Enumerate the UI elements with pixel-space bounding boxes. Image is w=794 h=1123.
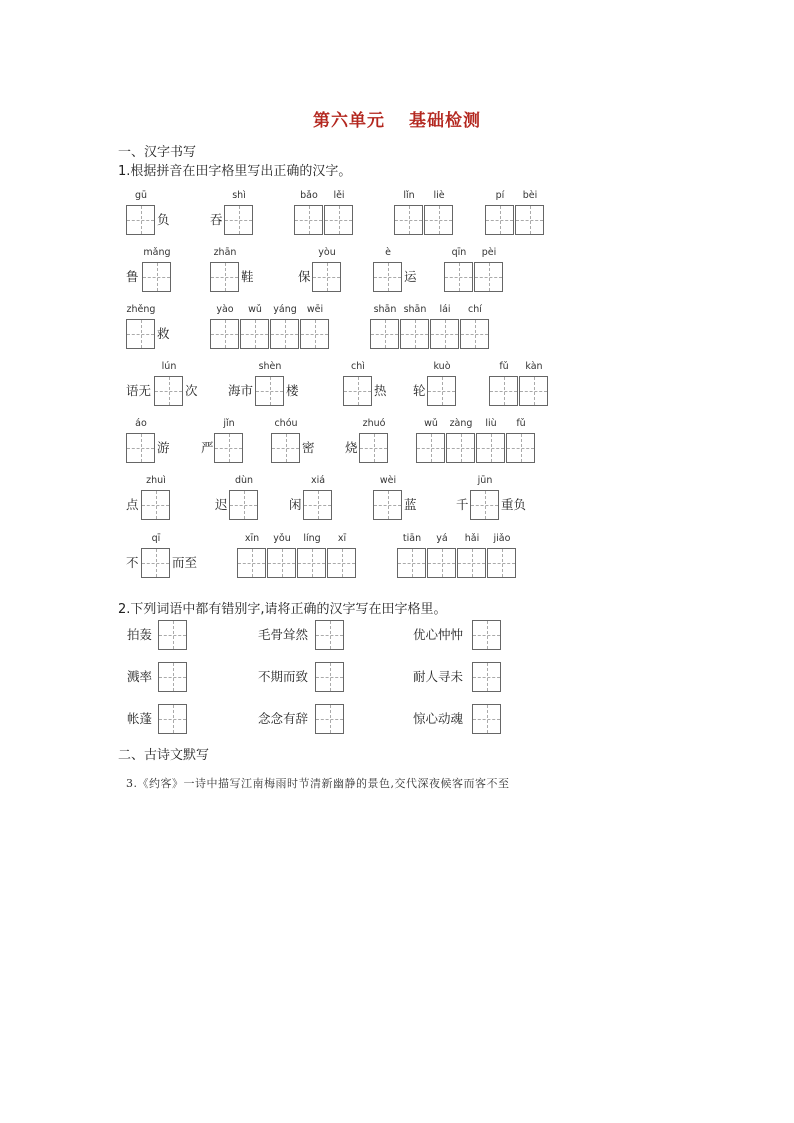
tianzige-cell[interactable] — [487, 548, 516, 578]
tianzige-group[interactable] — [271, 433, 301, 463]
tianzige-cell[interactable] — [489, 376, 518, 406]
word-fragment: 语无 — [126, 383, 152, 398]
section-heading-2: 二、古诗文默写 — [118, 748, 210, 763]
word-fragment: 鞋 — [241, 269, 254, 284]
tianzige-cell[interactable] — [430, 319, 459, 349]
tianzige-cell[interactable] — [210, 319, 239, 349]
tianzige-cell[interactable] — [324, 205, 353, 235]
tianzige-group[interactable] — [158, 620, 188, 650]
pinyin-label: zhān — [213, 247, 237, 258]
pinyin-label: lěi — [333, 190, 345, 201]
tianzige-cell[interactable] — [158, 620, 187, 650]
tianzige-group[interactable] — [224, 205, 254, 235]
pinyin-label: shān — [403, 304, 427, 315]
tianzige-group[interactable] — [154, 376, 184, 406]
pinyin-label: zhuó — [362, 418, 386, 429]
pinyin-label: wǔ — [424, 418, 438, 429]
tianzige-group[interactable] — [472, 704, 502, 734]
pinyin-label: zhuì — [146, 475, 166, 486]
word-fragment: 蓝 — [404, 497, 417, 512]
tianzige-cell[interactable] — [373, 262, 402, 292]
tianzige-cell[interactable] — [126, 433, 155, 463]
pinyin-label: è — [385, 247, 391, 258]
tianzige-cell[interactable] — [240, 319, 269, 349]
pinyin-label: wēi — [306, 304, 324, 315]
tianzige-cell[interactable] — [224, 205, 253, 235]
tianzige-group[interactable] — [294, 205, 354, 235]
pinyin-label: qī — [151, 533, 161, 544]
error-word: 帐蓬 — [127, 711, 153, 726]
tianzige-group[interactable] — [427, 376, 457, 406]
pinyin-label: pí — [495, 190, 505, 201]
pinyin-label: jǐn — [223, 418, 235, 429]
tianzige-cell[interactable] — [472, 620, 501, 650]
tianzige-group[interactable] — [485, 205, 545, 235]
pinyin-label: líng — [303, 533, 321, 544]
tianzige-group[interactable] — [373, 262, 403, 292]
tianzige-group[interactable] — [472, 662, 502, 692]
word-fragment: 迟 — [215, 497, 228, 512]
pinyin-label: hǎi — [464, 533, 480, 544]
pinyin-label: kuò — [433, 361, 451, 372]
tianzige-group[interactable] — [472, 620, 502, 650]
tianzige-group[interactable] — [158, 704, 188, 734]
pinyin-label: chí — [468, 304, 482, 315]
word-fragment: 热 — [374, 383, 387, 398]
pinyin-label: xī — [337, 533, 347, 544]
tianzige-cell[interactable] — [270, 319, 299, 349]
tianzige-cell[interactable] — [394, 205, 423, 235]
tianzige-cell[interactable] — [142, 262, 171, 292]
tianzige-group[interactable] — [370, 319, 490, 349]
pinyin-label: jiǎo — [493, 533, 511, 544]
pinyin-label: gū — [134, 190, 148, 201]
word-fragment: 轮 — [413, 383, 426, 398]
tianzige-cell[interactable] — [315, 620, 344, 650]
tianzige-cell[interactable] — [312, 262, 341, 292]
tianzige-group[interactable] — [444, 262, 504, 292]
tianzige-group[interactable] — [210, 319, 330, 349]
word-fragment: 海市 — [228, 383, 254, 398]
error-word: 拍轰 — [127, 627, 153, 642]
tianzige-cell[interactable] — [294, 205, 323, 235]
word-fragment: 不 — [126, 555, 139, 570]
tianzige-group[interactable] — [315, 620, 345, 650]
tianzige-cell[interactable] — [400, 319, 429, 349]
tianzige-group[interactable] — [214, 433, 244, 463]
error-word: 优心忡忡 — [413, 627, 464, 642]
pinyin-label: yǒu — [273, 533, 291, 544]
tianzige-cell[interactable] — [214, 433, 243, 463]
error-word: 毛骨耸然 — [258, 627, 309, 642]
tianzige-cell[interactable] — [141, 548, 170, 578]
tianzige-group[interactable] — [126, 433, 156, 463]
tianzige-cell[interactable] — [485, 205, 514, 235]
tianzige-cell[interactable] — [297, 548, 326, 578]
pinyin-label: kàn — [525, 361, 543, 372]
tianzige-cell[interactable] — [300, 319, 329, 349]
pinyin-label: pèi — [481, 247, 497, 258]
pinyin-label: shèn — [258, 361, 282, 372]
tianzige-cell[interactable] — [315, 662, 344, 692]
tianzige-cell[interactable] — [158, 662, 187, 692]
tianzige-cell[interactable] — [474, 262, 503, 292]
pinyin-label: yào — [216, 304, 234, 315]
pinyin-label: zhěng — [126, 304, 156, 315]
word-fragment: 救 — [157, 326, 170, 341]
question-3: 3.《约客》一诗中描写江南梅雨时节清新幽静的景色,交代深夜候客而客不至 — [126, 777, 510, 790]
tianzige-cell[interactable] — [359, 433, 388, 463]
pinyin-label: chóu — [274, 418, 298, 429]
tianzige-cell[interactable] — [255, 376, 284, 406]
tianzige-cell[interactable] — [154, 376, 183, 406]
tianzige-group[interactable] — [315, 704, 345, 734]
pinyin-label: qīn — [451, 247, 467, 258]
word-fragment: 吞 — [210, 212, 223, 227]
tianzige-cell[interactable] — [126, 319, 155, 349]
page-title — [0, 106, 794, 131]
pinyin-label: bèi — [522, 190, 538, 201]
question-2: 2.下列词语中都有错别字,请将正确的汉字写在田字格里。 — [118, 602, 447, 617]
pinyin-label: fǔ — [499, 361, 509, 372]
pinyin-label: lái — [439, 304, 451, 315]
tianzige-cell[interactable] — [210, 262, 239, 292]
pinyin-label: lǐn — [403, 190, 415, 201]
tianzige-cell[interactable] — [267, 548, 296, 578]
error-word: 不期而致 — [258, 669, 309, 684]
pinyin-label: lún — [161, 361, 177, 372]
error-word: 溅率 — [127, 669, 153, 684]
tianzige-cell[interactable] — [506, 433, 535, 463]
pinyin-label: jūn — [477, 475, 493, 486]
tianzige-cell[interactable] — [343, 376, 372, 406]
tianzige-group[interactable] — [470, 490, 500, 520]
section-heading-1: 一、汉字书写 — [118, 145, 197, 160]
tianzige-cell[interactable] — [476, 433, 505, 463]
tianzige-group[interactable] — [126, 205, 156, 235]
tianzige-cell[interactable] — [457, 548, 486, 578]
word-fragment: 鲁 — [126, 269, 139, 284]
tianzige-cell[interactable] — [446, 433, 475, 463]
pinyin-label: bǎo — [300, 190, 318, 201]
tianzige-cell[interactable] — [519, 376, 548, 406]
tianzige-cell[interactable] — [158, 704, 187, 734]
word-fragment: 点 — [126, 497, 139, 512]
tianzige-cell[interactable] — [397, 548, 426, 578]
tianzige-cell[interactable] — [315, 704, 344, 734]
word-fragment: 楼 — [286, 383, 299, 398]
title-sub: 基础检测 — [409, 111, 481, 131]
error-word: 惊心动魂 — [413, 711, 464, 726]
pinyin-label: zàng — [449, 418, 473, 429]
tianzige-cell[interactable] — [271, 433, 300, 463]
tianzige-cell[interactable] — [472, 662, 501, 692]
tianzige-group[interactable] — [397, 548, 517, 578]
word-fragment: 密 — [302, 440, 315, 455]
word-fragment: 运 — [404, 269, 417, 284]
tianzige-group[interactable] — [359, 433, 389, 463]
tianzige-group[interactable] — [394, 205, 454, 235]
tianzige-cell[interactable] — [472, 704, 501, 734]
error-word: 耐人寻未 — [413, 669, 464, 684]
tianzige-cell[interactable] — [237, 548, 266, 578]
tianzige-cell[interactable] — [424, 205, 453, 235]
tianzige-group[interactable] — [312, 262, 342, 292]
pinyin-label: mǎng — [143, 247, 171, 258]
tianzige-group[interactable] — [141, 490, 171, 520]
pinyin-label: xiá — [310, 475, 326, 486]
word-fragment: 而至 — [172, 555, 198, 570]
tianzige-group[interactable] — [373, 490, 403, 520]
tianzige-cell[interactable] — [126, 205, 155, 235]
pinyin-label: yáng — [273, 304, 297, 315]
tianzige-group[interactable] — [343, 376, 373, 406]
pinyin-label: chì — [351, 361, 365, 372]
pinyin-label: liù — [485, 418, 497, 429]
error-word: 念念有辞 — [258, 711, 309, 726]
tianzige-group[interactable] — [416, 433, 536, 463]
pinyin-label: shì — [232, 190, 246, 201]
tianzige-cell[interactable] — [515, 205, 544, 235]
question-1: 1.根据拼音在田字格里写出正确的汉字。 — [118, 164, 352, 179]
pinyin-label: yòu — [318, 247, 336, 258]
word-fragment: 次 — [185, 383, 198, 398]
word-fragment: 闲 — [289, 497, 302, 512]
tianzige-group[interactable] — [141, 548, 171, 578]
tianzige-group[interactable] — [210, 262, 240, 292]
word-fragment: 重负 — [501, 497, 527, 512]
tianzige-cell[interactable] — [141, 490, 170, 520]
pinyin-label: fǔ — [516, 418, 526, 429]
tianzige-cell[interactable] — [229, 490, 258, 520]
tianzige-group[interactable] — [489, 376, 549, 406]
tianzige-cell[interactable] — [370, 319, 399, 349]
tianzige-group[interactable] — [303, 490, 333, 520]
pinyin-label: xīn — [244, 533, 260, 544]
word-fragment: 游 — [157, 440, 170, 455]
word-fragment: 千 — [456, 497, 469, 512]
word-fragment: 严 — [201, 440, 214, 455]
tianzige-group[interactable] — [158, 662, 188, 692]
title-main: 第六单元 — [313, 111, 385, 131]
pinyin-label: yá — [436, 533, 448, 544]
tianzige-group[interactable] — [126, 319, 156, 349]
tianzige-group[interactable] — [237, 548, 357, 578]
tianzige-cell[interactable] — [460, 319, 489, 349]
tianzige-cell[interactable] — [427, 548, 456, 578]
tianzige-group[interactable] — [255, 376, 285, 406]
word-fragment: 负 — [157, 212, 170, 227]
pinyin-label: wǔ — [248, 304, 262, 315]
word-fragment: 烧 — [345, 440, 358, 455]
pinyin-label: tiān — [402, 533, 422, 544]
tianzige-cell[interactable] — [470, 490, 499, 520]
tianzige-cell[interactable] — [444, 262, 473, 292]
tianzige-cell[interactable] — [416, 433, 445, 463]
pinyin-label: wèi — [379, 475, 397, 486]
tianzige-cell[interactable] — [327, 548, 356, 578]
pinyin-label: liè — [433, 190, 445, 201]
word-fragment: 保 — [298, 269, 311, 284]
tianzige-group[interactable] — [315, 662, 345, 692]
tianzige-group[interactable] — [142, 262, 172, 292]
tianzige-cell[interactable] — [373, 490, 402, 520]
tianzige-group[interactable] — [229, 490, 259, 520]
pinyin-label: dùn — [234, 475, 254, 486]
tianzige-cell[interactable] — [303, 490, 332, 520]
pinyin-label: áo — [135, 418, 147, 429]
pinyin-label: shān — [373, 304, 397, 315]
tianzige-cell[interactable] — [427, 376, 456, 406]
